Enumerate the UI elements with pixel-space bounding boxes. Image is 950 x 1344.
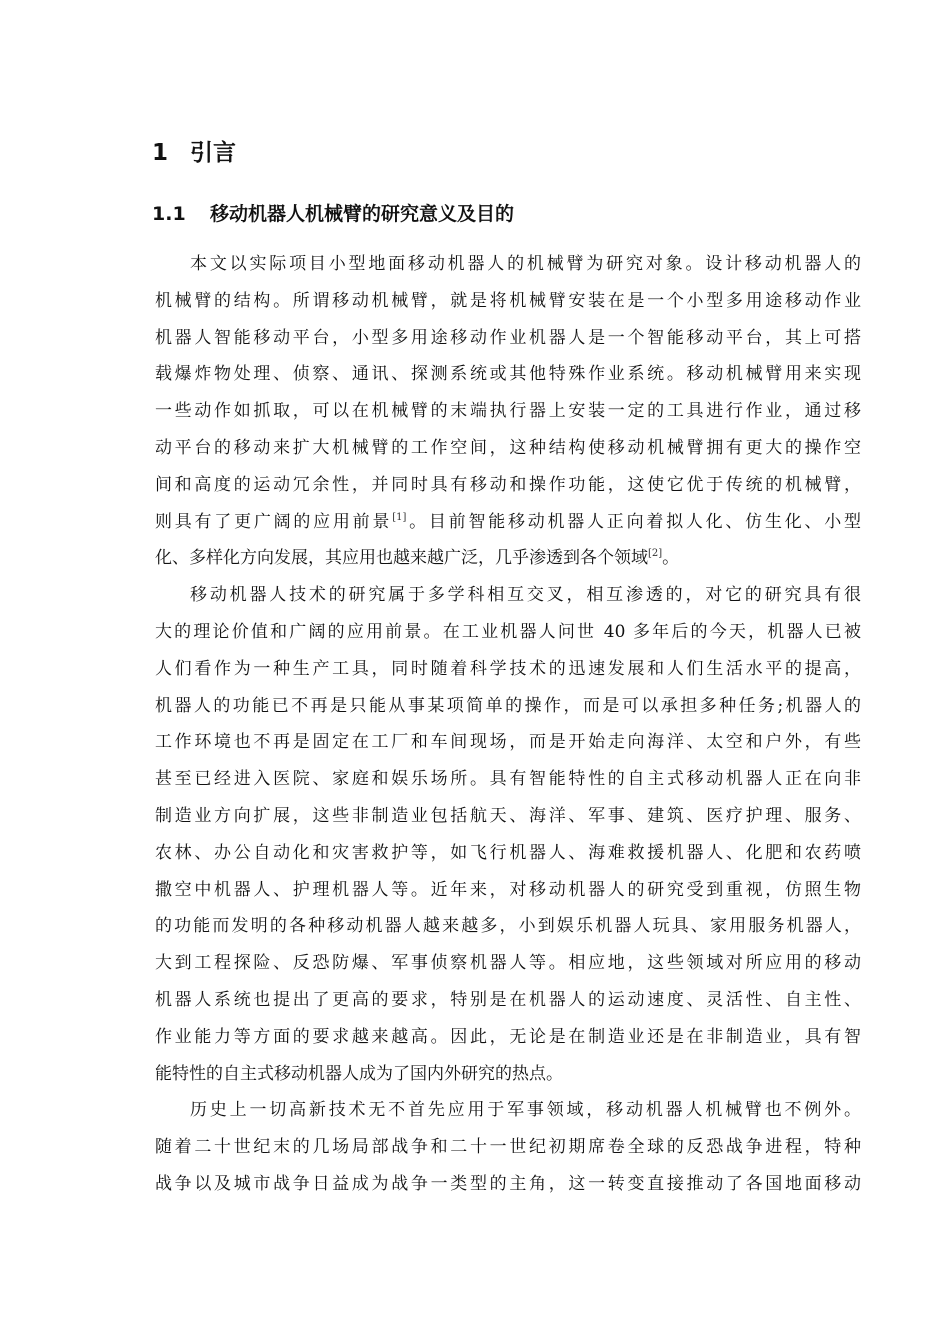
- section-title: 引言: [190, 140, 236, 166]
- text-line: 机器人智能移动平台，小型多用途移动作业机器人是一个智能移动平台，其上可搭: [155, 327, 861, 348]
- text-line: 甚至已经进入医院、家庭和娱乐场所。具有智能特性的自主式移动机器人正在向非: [155, 769, 861, 790]
- text-run: 。: [662, 548, 680, 569]
- text-line: [155, 540, 861, 577]
- text-line: 农林、办公自动化和灾害救护等，如飞行机器人、海难救援机器人、化肥和农药喷: [155, 842, 861, 863]
- text-line: 能特性的自主式移动机器人成为了国内外研究的热点。: [155, 1063, 563, 1084]
- text-line: 历史上一切高新技术无不首先应用于军事领域，移动机器人机械臂也不例外。: [190, 1100, 861, 1121]
- text-run: 。目前智能移动机器人正向着拟人化、仿生化、小型: [406, 511, 862, 532]
- text-line: 大到工程探险、反恐防爆、军事侦察机器人等。相应地，这些领域对所应用的移动: [155, 953, 861, 974]
- subsection-title: 移动机器人机械臂的研究意义及目的: [210, 203, 515, 225]
- text-line: 载爆炸物处理、侦察、通讯、探测系统或其他特殊作业系统。移动机械臂用来实现: [155, 364, 861, 385]
- text-line: 撒空中机器人、护理机器人等。近年来，对移动机器人的研究受到重视，仿照生物: [155, 879, 861, 900]
- subsection-number: 1.1: [152, 203, 186, 225]
- text-line: 本文以实际项目小型地面移动机器人的机械臂为研究对象。设计移动机器人的: [190, 254, 861, 274]
- text-line: 机器人系统也提出了更高的要求，特别是在机器人的运动速度、灵活性、自主性、: [155, 989, 861, 1010]
- text-line: 作业能力等方面的要求越来越高。因此，无论是在制造业还是在非制造业，具有智: [155, 1026, 861, 1047]
- text-line: 一些动作如抓取，可以在机械臂的末端执行器上安装一定的工具进行作业，通过移: [155, 401, 861, 422]
- section-heading: [152, 138, 236, 168]
- text-line: 制造业方向扩展，这些非制造业包括航天、海洋、军事、建筑、医疗护理、服务、: [155, 805, 861, 826]
- body-text: [155, 246, 861, 1203]
- text-line: 大的理论价值和广阔的应用前景。在工业机器人问世 40 多年后的今天，机器人已被: [155, 621, 861, 642]
- text-run: 则具有了更广阔的应用前景: [155, 511, 393, 532]
- text-line: 战争以及城市战争日益成为战争一类型的主角，这一转变直接推动了各国地面移动: [155, 1173, 861, 1194]
- citation-ref: [1]: [392, 511, 407, 523]
- text-line: 人们看作为一种生产工具，同时随着科学技术的迅速发展和人们生活水平的提高，: [155, 658, 861, 679]
- text-line: [155, 504, 861, 541]
- text-line: 机械臂的结构。所谓移动机械臂，就是将机械臂安装在是一个小型多用途移动作业: [155, 290, 861, 311]
- text-line: 的功能而发明的各种移动机器人越来越多，小到娱乐机器人玩具、家用服务机器人，: [155, 916, 861, 937]
- text-line: 机器人的功能已不再是只能从事某项简单的操作，而是可以承担多种任务;机器人的: [155, 695, 861, 716]
- text-line: 工作环境也不再是固定在工厂和车间现场，而是开始走向海洋、太空和户外，有些: [155, 732, 861, 753]
- text-line: 移动机器人技术的研究属于多学科相互交叉，相互渗透的，对它的研究具有很: [190, 585, 861, 606]
- text-run: 化、多样化方向发展，其应用也越来越广泛，几乎渗透到各个领域: [155, 548, 648, 569]
- section-number: 1: [152, 140, 169, 166]
- text-line: 随着二十世纪末的几场局部战争和二十一世纪初期席卷全球的反恐战争进程，特种: [155, 1137, 861, 1158]
- text-line: 间和高度的运动冗余性，并同时具有移动和操作功能，这使它优于传统的机械臂，: [155, 474, 861, 495]
- citation-ref: [2]: [648, 548, 663, 560]
- text-line: 动平台的移动来扩大机械臂的工作空间，这种结构使移动机械臂拥有更大的操作空: [155, 437, 861, 458]
- subsection-heading: [152, 200, 514, 228]
